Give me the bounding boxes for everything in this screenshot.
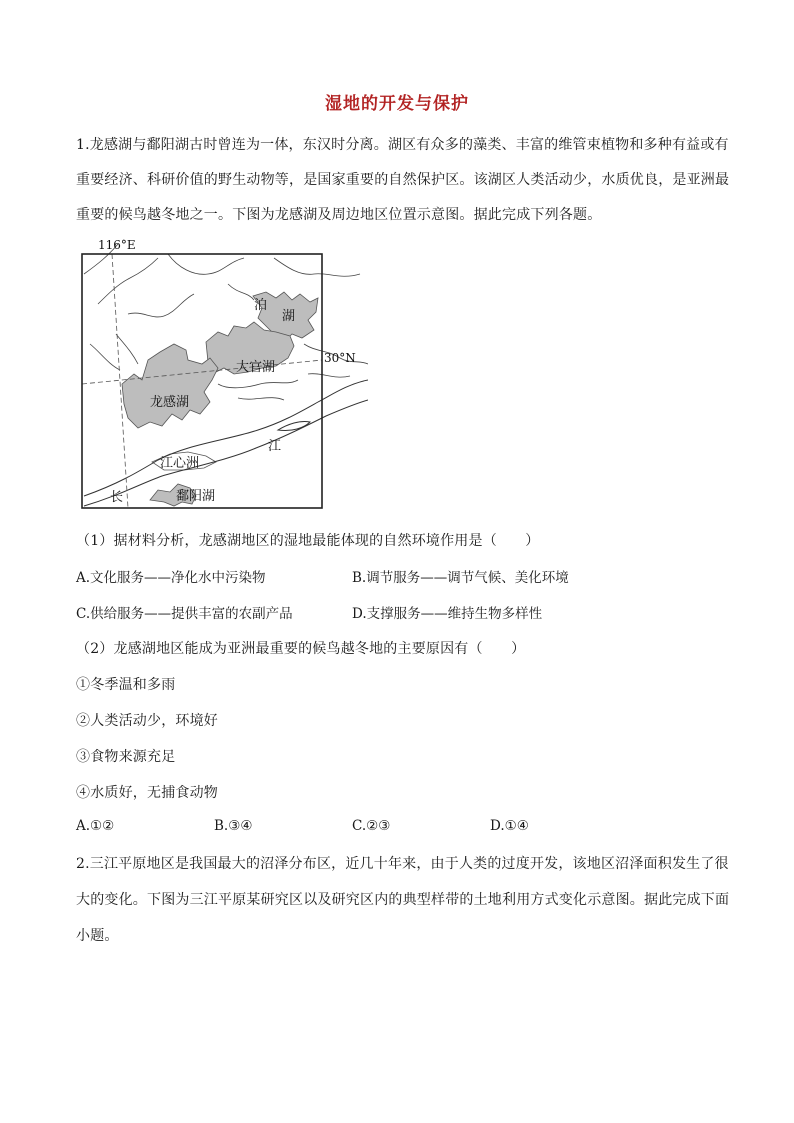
label-jiangxinzhou: 江心洲 <box>160 456 200 471</box>
q1-intro-line-1: 1.龙感湖与鄱阳湖古时曾连为一体，东汉时分离。湖区有众多的藻类、丰富的维管束植物和多种有益或有 <box>76 137 729 153</box>
q1-sub2-stem: （2）龙感湖地区能成为亚洲最重要的候鸟越冬地的主要原因有（ ） <box>76 641 526 657</box>
q1-sub2-item-3: ③食物来源充足 <box>76 749 176 765</box>
label-jiang: 江 <box>268 439 282 454</box>
longitude-label: 116°E <box>98 238 136 252</box>
q1-sub1-option-b[interactable]: B.调节服务——调节气候、美化环境 <box>352 570 569 586</box>
q1-sub2-item-4: ④水质好，无捕食动物 <box>76 785 218 801</box>
q1-sub2-item-1: ①冬季温和多雨 <box>76 677 176 693</box>
label-poyang: 鄱阳湖 <box>176 489 216 504</box>
streams <box>84 244 368 400</box>
q1-intro-line-3: 重要的候鸟越冬地之一。下图为龙感湖及周边地区位置示意图。据此完成下列各题。 <box>76 207 602 223</box>
q1-sub1-option-c[interactable]: C.供给服务——提供丰富的农副产品 <box>76 606 293 622</box>
q1-sub1-option-d[interactable]: D.支撑服务——维持生物多样性 <box>352 606 543 622</box>
q1-sub1-stem: （1）据材料分析，龙感湖地区的湿地最能体现的自然环境作用是（ ） <box>76 533 540 549</box>
q1-intro-line-2: 重要经济、科研价值的野生动物等，是国家重要的自然保护区。该湖区人类活动少，水质优良，是亚洲最 <box>76 172 730 188</box>
label-hu: 湖 <box>282 309 296 324</box>
q1-sub2-option-a[interactable]: A.①② <box>76 818 115 834</box>
label-daguan: 大官湖 <box>236 360 276 375</box>
q1-sub1-option-a[interactable]: A.文化服务——净化水中污染物 <box>76 570 266 586</box>
lake-longgan <box>122 344 218 428</box>
latitude-label: 30°N <box>324 351 356 365</box>
q2-intro-line-3: 小题。 <box>76 928 119 944</box>
label-chang: 长 <box>110 490 124 505</box>
q1-sub2-option-c[interactable]: C.②③ <box>352 818 391 834</box>
page-title: 湿地的开发与保护 <box>325 94 469 114</box>
q2-intro-line-1: 2.三江平原地区是我国最大的沼泽分布区，近几十年来，由于人类的过度开发，该地区沼泽面积发生了很 <box>76 856 729 872</box>
location-map <box>78 234 368 510</box>
q2-intro-line-2: 大的变化。下图为三江平原某研究区以及研究区内的典型样带的土地利用方式变化示意图。据此完成下面 <box>76 892 730 908</box>
q1-sub2-option-b[interactable]: B.③④ <box>214 818 253 834</box>
label-bo: 泊 <box>254 298 268 313</box>
label-longgan: 龙感湖 <box>150 395 190 410</box>
q1-sub2-option-d[interactable]: D.①④ <box>490 818 529 834</box>
q1-sub2-item-2: ②人类活动少，环境好 <box>76 713 218 729</box>
